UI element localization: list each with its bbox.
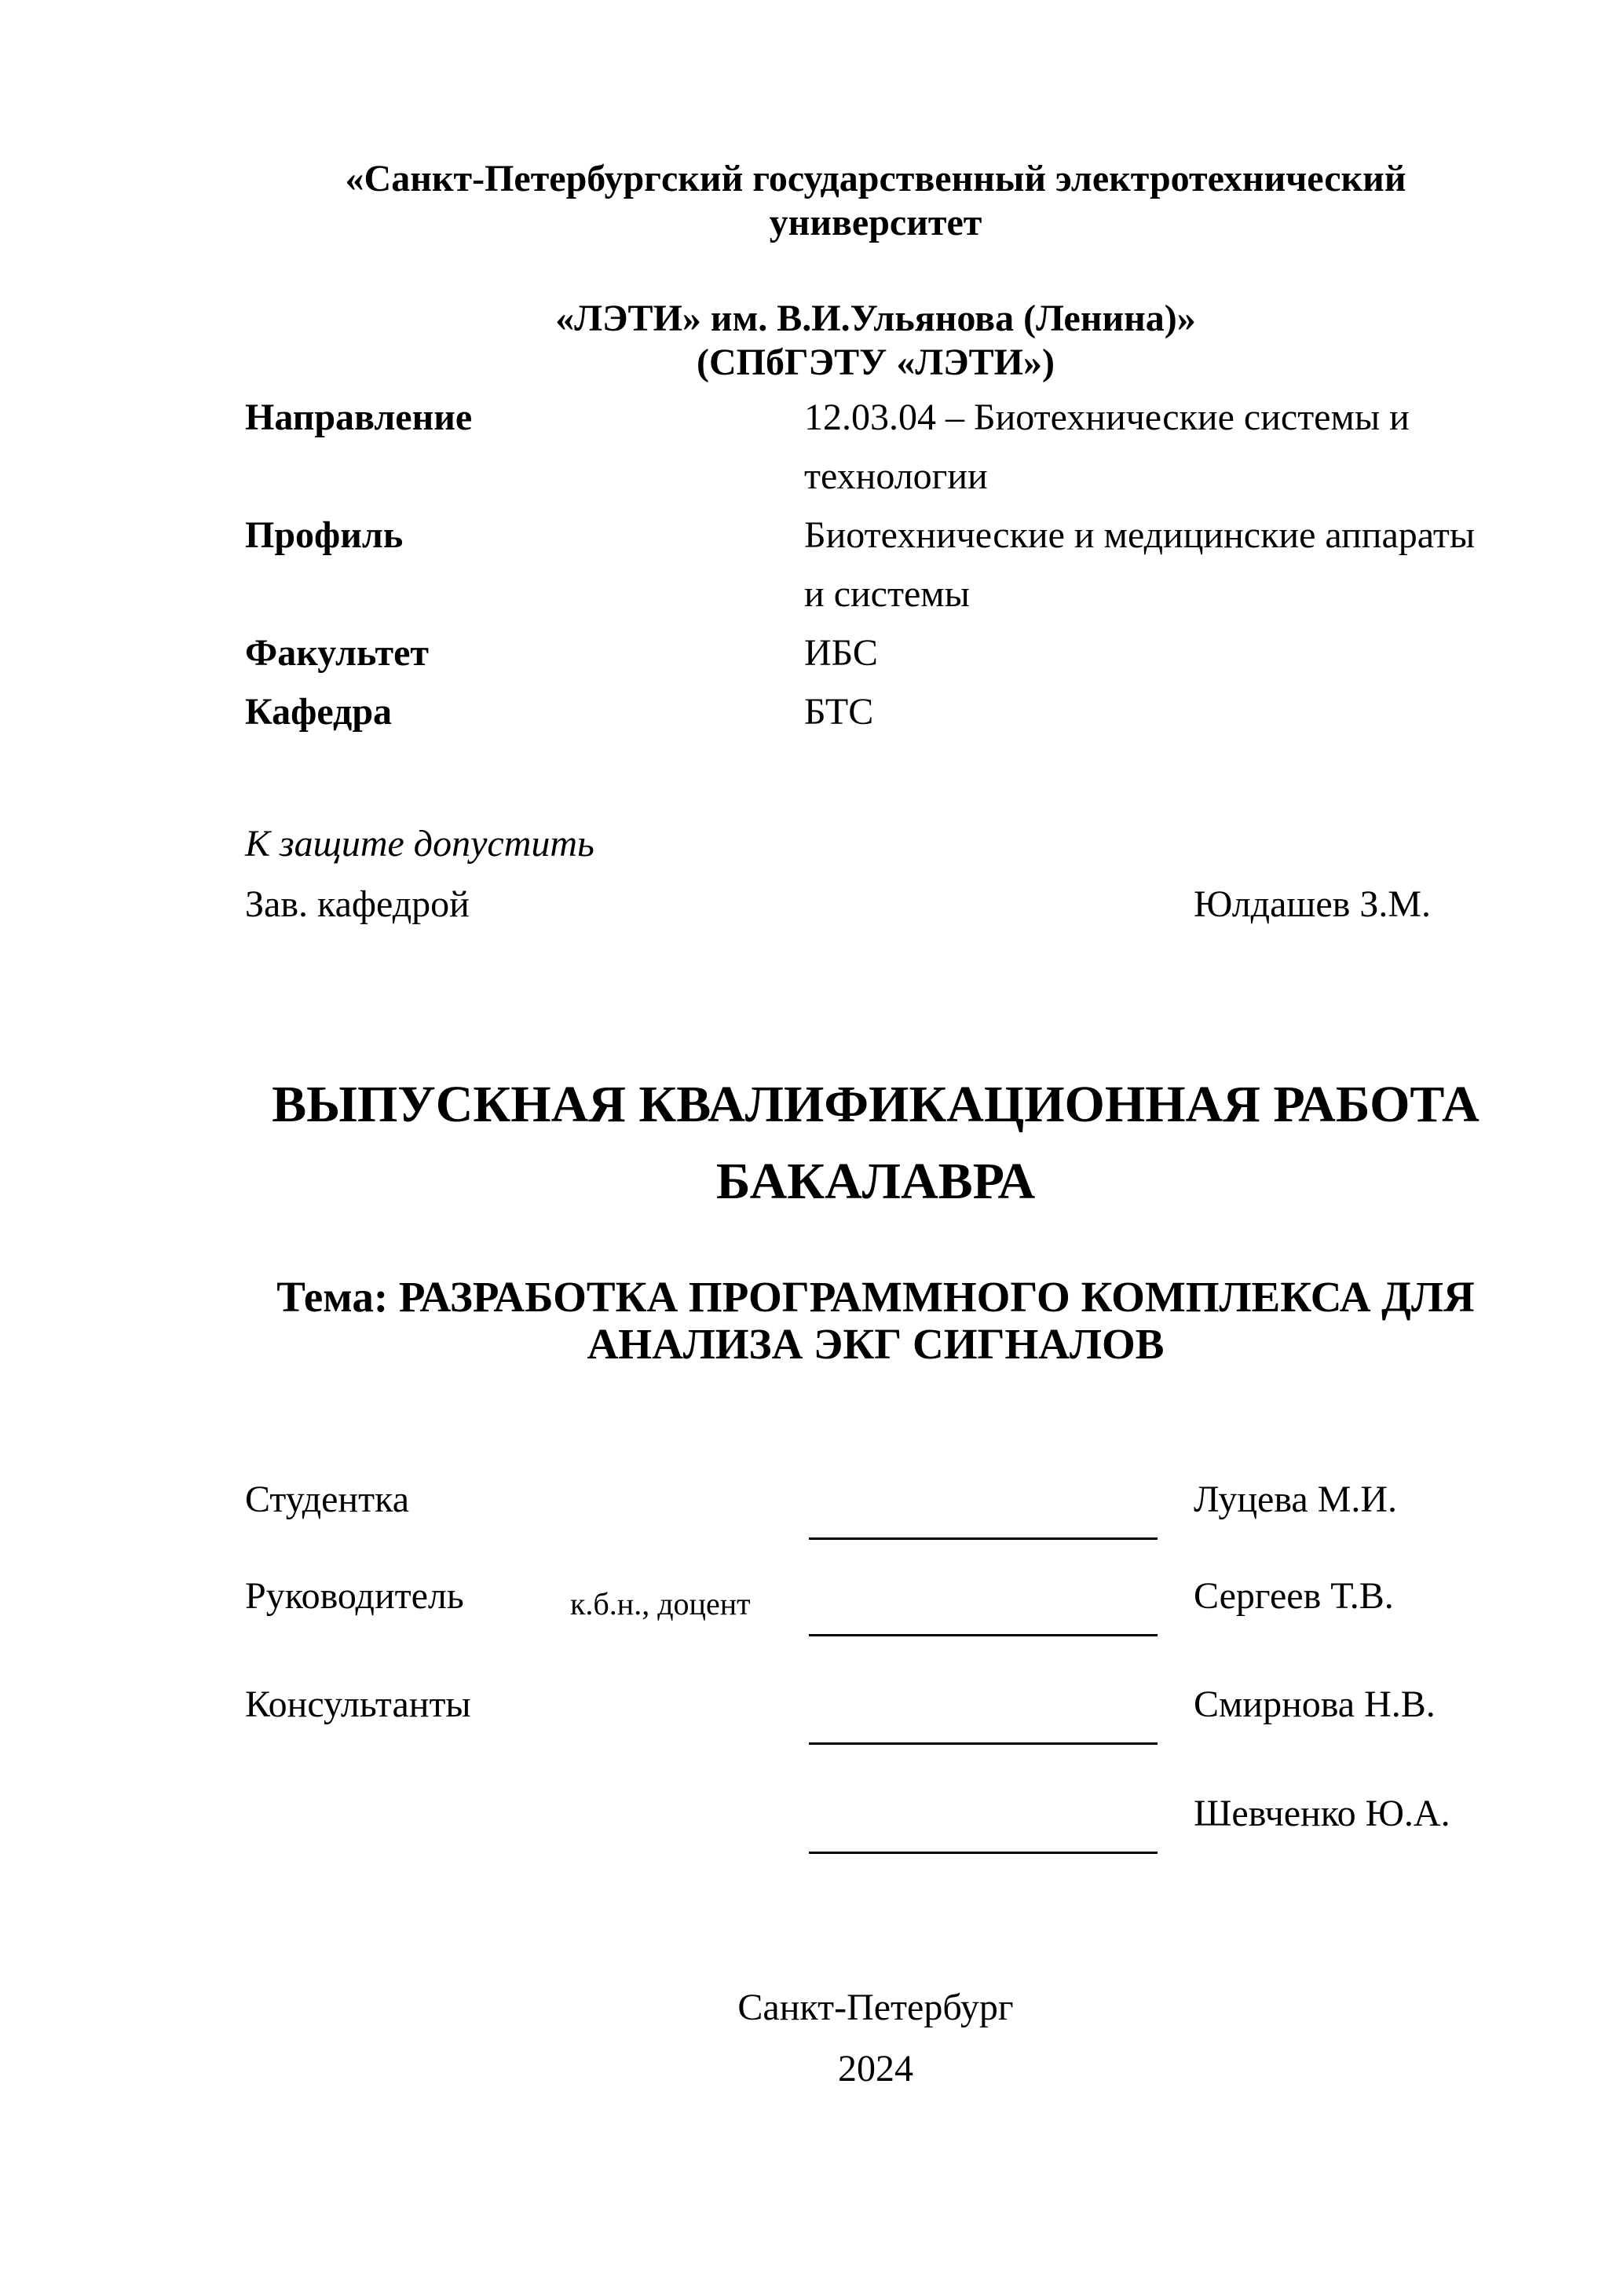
department-head-row	[245, 881, 1506, 928]
department-head-label: Зав. кафедрой	[245, 883, 470, 925]
organization-name-line-3: (СПбГЭТУ «ЛЭТИ»)	[697, 342, 1055, 383]
organization-name-line-1: «Санкт-Петербургский государственный электротехнический университет	[345, 158, 1406, 243]
details-row-faculty	[245, 623, 1506, 682]
supervisor-name: Сергеев Т.В.	[1194, 1575, 1394, 1617]
profile-value-line-1: Биотехнические и медицинские аппараты	[804, 514, 1476, 556]
profile-value-line-2: и системы	[804, 573, 970, 615]
organization-header	[245, 157, 1506, 385]
direction-value-line-1: 12.03.04 – Биотехнические системы и	[804, 397, 1410, 438]
student-role-label: Студентка	[245, 1479, 409, 1520]
details-row-direction	[245, 388, 1506, 506]
footer-city: Санкт-Петербург	[737, 1987, 1014, 2028]
organization-name-line-2: «ЛЭТИ» им. В.И.Ульянова (Ленина)»	[555, 298, 1196, 339]
consultant-1-name: Смирнова Н.В.	[1194, 1684, 1436, 1725]
faculty-label: Факультет	[245, 632, 429, 674]
student-name: Луцева М.И.	[1194, 1479, 1398, 1520]
footer-year: 2024	[838, 2048, 913, 2089]
consultant-2-name: Шевченко Ю.А.	[1194, 1793, 1450, 1834]
profile-label: Профиль	[245, 514, 404, 556]
signature-row-consultant-2	[245, 1790, 1506, 1900]
consultants-role-label: Консультанты	[245, 1684, 471, 1725]
program-details	[245, 388, 1506, 741]
department-label: Кафедра	[245, 691, 393, 733]
supervisor-signature-line	[809, 1573, 1158, 1636]
department-head-name: Юлдашев З.М.	[1194, 883, 1432, 925]
direction-label: Направление	[245, 397, 473, 438]
consultant-1-signature-line	[809, 1681, 1158, 1745]
supervisor-role-label: Руководитель	[245, 1575, 464, 1617]
thesis-title-line-2: БАКАЛАВРА	[715, 1153, 1036, 1210]
signature-row-supervisor	[245, 1573, 1506, 1683]
details-row-department	[245, 682, 1506, 741]
thesis-theme-line-2: АНАЛИЗА ЭКГ СИГНАЛОВ	[587, 1320, 1165, 1368]
signature-row-student	[245, 1476, 1506, 1586]
footer	[245, 1977, 1506, 2100]
thesis-title	[199, 1066, 1552, 1220]
supervisor-degree-label: к.б.н., доцент	[570, 1586, 751, 1621]
thesis-title-line-1: ВЫПУСКНАЯ КВАЛИФИКАЦИОННАЯ РАБОТА	[272, 1076, 1480, 1133]
direction-value	[804, 388, 1506, 506]
profile-value	[804, 506, 1506, 623]
consultant-2-signature-line	[809, 1790, 1158, 1854]
direction-value-line-2: технологии	[804, 455, 988, 497]
department-value: БТС	[804, 691, 874, 733]
thesis-theme	[245, 1274, 1506, 1368]
signature-row-consultant-1	[245, 1681, 1506, 1791]
faculty-value: ИБС	[804, 632, 878, 674]
student-signature-line	[809, 1476, 1158, 1540]
details-row-profile	[245, 506, 1506, 623]
admit-to-defense-note: К защите допустить	[245, 823, 594, 865]
thesis-theme-line-1: Тема: РАЗРАБОТКА ПРОГРАММНОГО КОМПЛЕКСА ДЛЯ	[276, 1273, 1475, 1321]
